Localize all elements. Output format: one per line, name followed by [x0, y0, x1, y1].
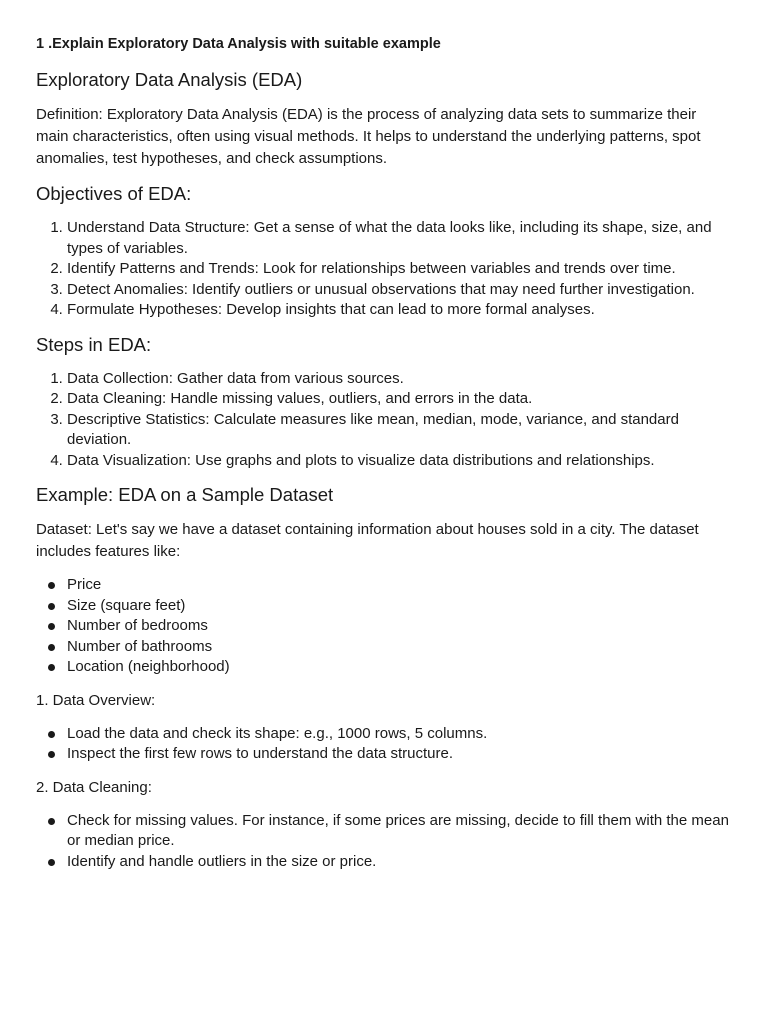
list-item: 3. Descriptive Statistics: Calculate measures like mean, median, mode, variance, and standard deviation. [67, 410, 732, 451]
features-list [36, 575, 732, 678]
list-item: Number of bedrooms [67, 616, 732, 637]
steps-heading: Steps in EDA: [36, 333, 152, 355]
list-item: Inspect the first few rows to understand the data structure. [67, 744, 732, 765]
dataset-intro-paragraph: Dataset: Let's say we have a dataset containing information about houses sold in a city. The dataset includes features like: [36, 521, 699, 560]
list-item: 3. Detect Anomalies: Identify outliers or unusual observations that may need further investigation. [67, 280, 732, 301]
list-item: 1. Data Collection: Gather data from various sources. [67, 369, 732, 390]
data-cleaning-list [36, 811, 732, 873]
list-item: Location (neighborhood) [67, 657, 732, 678]
list-item: 4. Data Visualization: Use graphs and plots to visualize data distributions and relationships. [67, 451, 732, 472]
data-overview-list [36, 724, 732, 765]
objectives-heading: Objectives of EDA: [36, 183, 192, 204]
list-item: Check for missing values. For instance, if some prices are missing, decide to fill them with the mean or median price. [67, 811, 732, 852]
eda-heading: Exploratory Data Analysis (EDA) [36, 69, 303, 90]
steps-list [36, 369, 732, 472]
data-cleaning-label: 2. Data Cleaning: [36, 778, 152, 796]
list-item: Price [67, 575, 732, 596]
data-overview-label: 1. Data Overview: [36, 691, 156, 709]
list-item: 1. Understand Data Structure: Get a sense of what the data looks like, including its shape, size, and types of variables. [67, 218, 732, 259]
list-item: 2. Identify Patterns and Trends: Look for relationships between variables and trends over time. [67, 259, 732, 280]
list-item: Load the data and check its shape: e.g., 1000 rows, 5 columns. [67, 724, 732, 745]
objectives-list [36, 218, 732, 321]
example-heading: Example: EDA on a Sample Dataset [36, 484, 334, 505]
list-item: 2. Data Cleaning: Handle missing values, outliers, and errors in the data. [67, 389, 732, 410]
list-item: Size (square feet) [67, 596, 732, 617]
list-item: Number of bathrooms [67, 637, 732, 658]
list-item: Identify and handle outliers in the size or price. [67, 852, 732, 873]
definition-paragraph: Definition: Exploratory Data Analysis (EDA) is the process of analyzing data sets to summarize their main characteristics, often using visual methods. It helps to understand the underlying patterns, spot anomalies, test hypotheses, and check assumptions. [36, 106, 701, 167]
question-heading: 1 .Explain Exploratory Data Analysis with suitable example [36, 36, 441, 52]
list-item: 4. Formulate Hypotheses: Develop insights that can lead to more formal analyses. [67, 300, 732, 321]
